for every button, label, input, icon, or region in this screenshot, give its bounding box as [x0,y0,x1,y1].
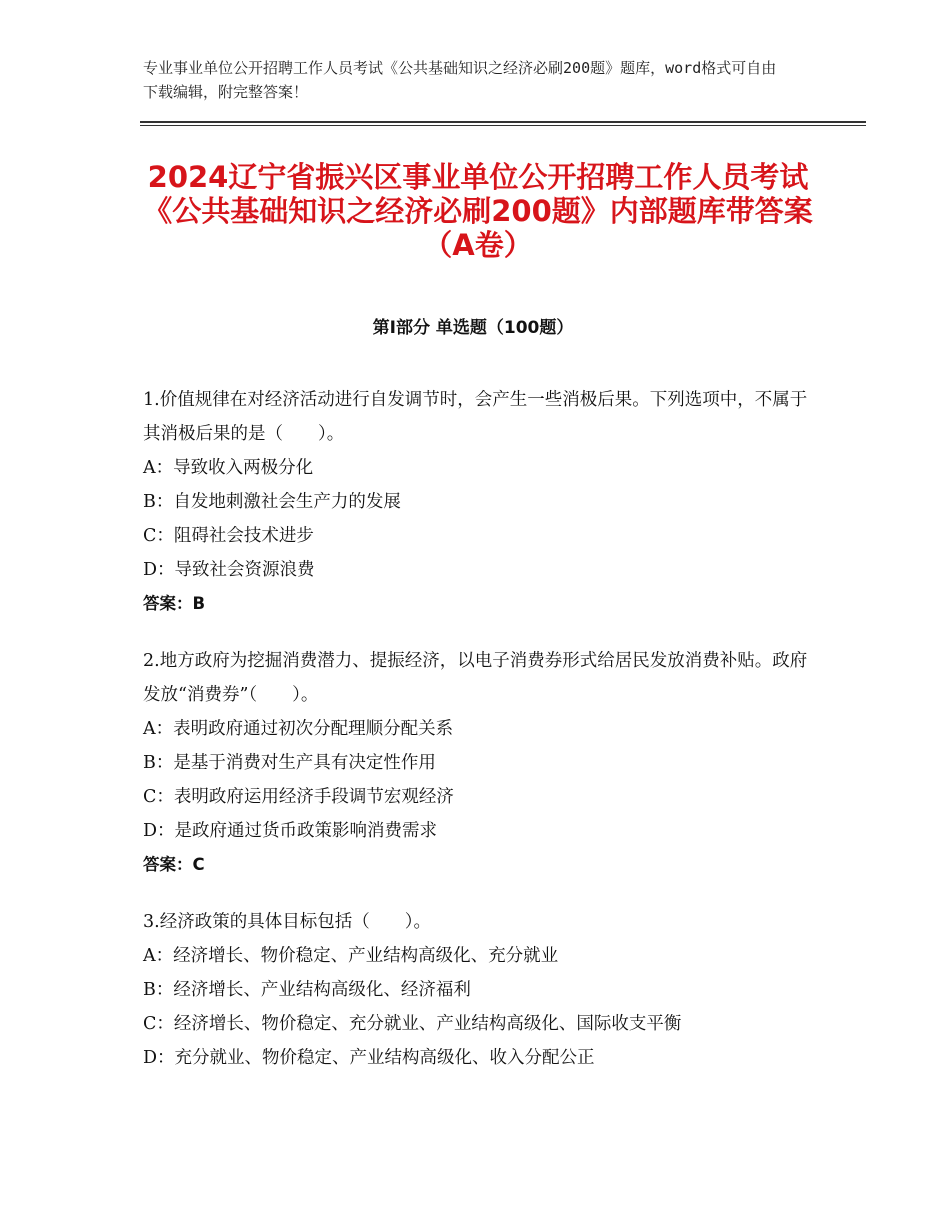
question-list [143,383,823,1098]
header-rule-thin [140,125,866,126]
option-b: B：是基于消费对生产具有决定性作用 [143,753,436,773]
question-stem: 3.经济政策的具体目标包括（ ）。 [143,912,431,932]
option-b: B：经济增长、产业结构高级化、经济福利 [143,980,471,1000]
answer: 答案：C [143,855,205,874]
question-stem: 1.价值规律在对经济活动进行自发调节时，会产生一些消极后果。下列选项中，不属于其消极后果的是（ ）。 [143,390,808,444]
option-a: A：表明政府通过初次分配理顺分配关系 [143,719,454,739]
question-3 [143,905,823,1075]
header-rule-thick [140,121,866,123]
question-stem: 2.地方政府为挖掘消费潜力、提振经济，以电子消费券形式给居民发放消费补贴。政府发放“消费券”（ ）。 [143,651,808,705]
header-note: 专业事业单位公开招聘工作人员考试《公共基础知识之经济必刷200题》题库，word格式可自由下载编辑，附完整答案！ [143,59,777,101]
option-a: A：导致收入两极分化 [143,458,314,478]
option-c: C：阻碍社会技术进步 [143,526,314,546]
option-d: D：导致社会资源浪费 [143,560,315,580]
option-c: C：经济增长、物价稳定、充分就业、产业结构高级化、国际收支平衡 [143,1014,682,1034]
option-d: D：充分就业、物价稳定、产业结构高级化、收入分配公正 [143,1048,595,1068]
option-d: D：是政府通过货币政策影响消费需求 [143,821,438,841]
document-title: 2024辽宁省振兴区事业单位公开招聘工作人员考试《公共基础知识之经济必刷200题》内部题库带答案（A卷） [143,160,813,262]
option-b: B：自发地刺激社会生产力的发展 [143,492,401,512]
section-heading: 第Ⅰ部分 单选题（100题） [372,318,574,338]
option-a: A：经济增长、物价稳定、产业结构高级化、充分就业 [143,946,559,966]
question-1 [143,383,823,621]
question-2 [143,644,823,882]
answer: 答案：B [143,594,206,613]
option-c: C：表明政府运用经济手段调节宏观经济 [143,787,454,807]
